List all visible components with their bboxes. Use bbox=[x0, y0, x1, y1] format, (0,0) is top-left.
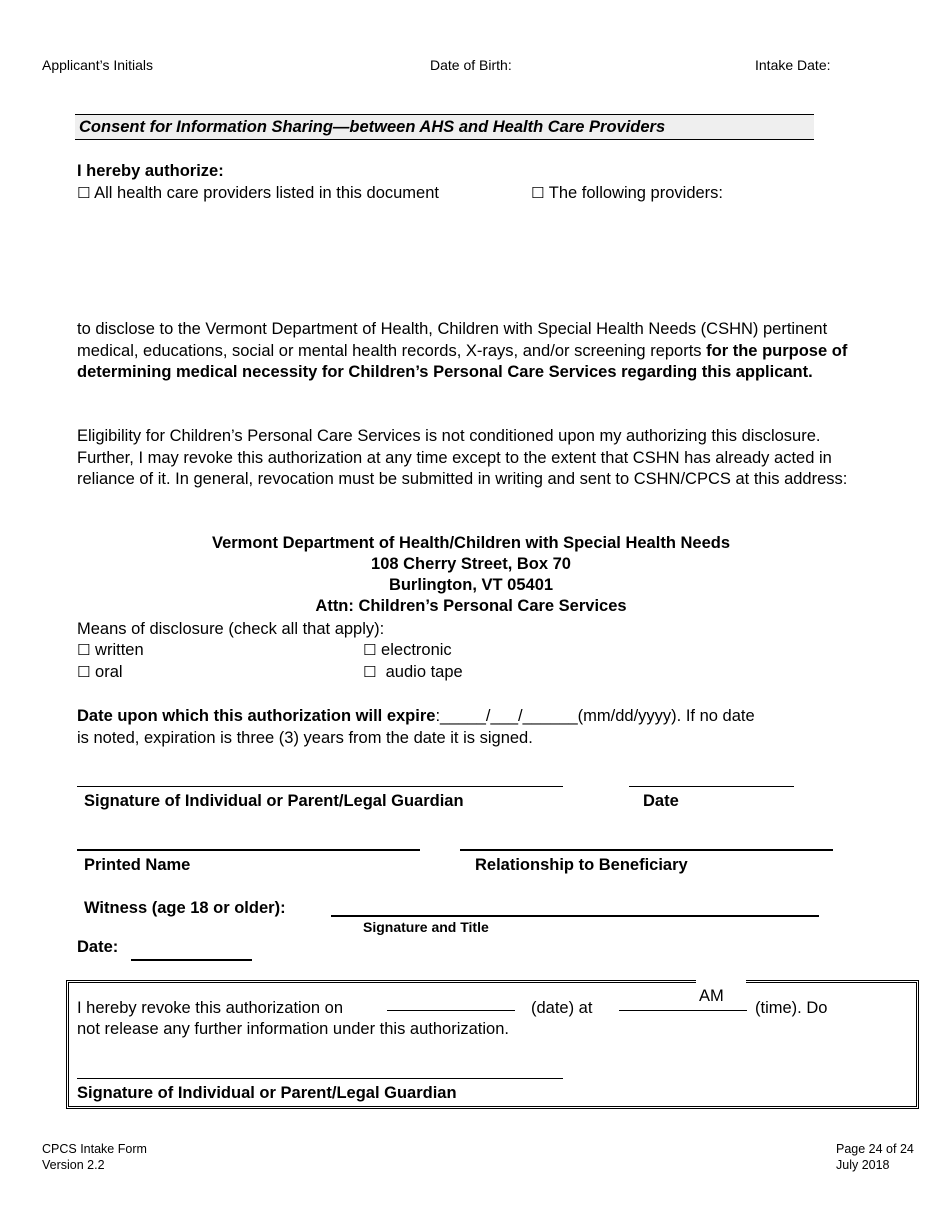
footer-form-name: CPCS Intake Form bbox=[42, 1142, 147, 1156]
revoke-date-word: (date) at bbox=[531, 999, 593, 1017]
footer-page-number: Page 24 of 24 bbox=[836, 1142, 914, 1156]
checkbox-icon[interactable]: ☐ bbox=[363, 663, 377, 681]
relationship-line[interactable] bbox=[460, 849, 833, 851]
checkbox-icon[interactable]: ☐ bbox=[363, 641, 377, 659]
printed-name-label: Printed Name bbox=[84, 856, 191, 874]
expire-line-1[interactable] bbox=[77, 706, 755, 728]
means-audio-tape-label: audio tape bbox=[381, 663, 463, 681]
means-audio-tape[interactable] bbox=[363, 662, 463, 684]
expire-label: Date upon which this authorization will expire bbox=[77, 707, 436, 725]
means-label: Means of disclosure (check all that apply): bbox=[77, 620, 385, 638]
expire-date-field[interactable]: :_____/___/______(mm/dd/yyyy). If no date bbox=[435, 707, 755, 725]
disclose-text: to disclose to the Vermont Department of Health, Children with Special Health Needs (CSHN) pertinent medical, educations, social or mental health records, X-rays, and/or screening reports bbox=[77, 320, 828, 360]
printed-name-line[interactable] bbox=[77, 849, 420, 851]
checkbox-icon[interactable]: ☐ bbox=[531, 184, 545, 202]
option-following-providers[interactable] bbox=[531, 183, 723, 205]
address-line-2: 108 Cherry Street, Box 70 bbox=[371, 555, 571, 573]
header-date-of-birth: Date of Birth: bbox=[430, 57, 512, 73]
signature-line[interactable] bbox=[77, 786, 563, 787]
checkbox-icon[interactable]: ☐ bbox=[77, 663, 91, 681]
revoke-box-gap bbox=[696, 976, 746, 984]
disclose-purpose: for the purpose of determining medical necessity for Children’s Personal Care Services regarding this applicant. bbox=[77, 341, 848, 381]
witness-date-line[interactable] bbox=[131, 959, 252, 961]
witness-date-label: Date: bbox=[77, 938, 119, 956]
header-applicant-initials: Applicant’s Initials bbox=[42, 57, 154, 73]
option-all-providers[interactable] bbox=[77, 183, 439, 205]
revoke-time-line[interactable] bbox=[619, 1010, 747, 1011]
authorize-heading: I hereby authorize: bbox=[77, 162, 224, 180]
relationship-label: Relationship to Beneficiary bbox=[475, 856, 688, 874]
means-written[interactable] bbox=[77, 640, 144, 662]
section-title-bar bbox=[75, 114, 814, 140]
address-line-1: Vermont Department of Health/Children with Special Health Needs bbox=[211, 534, 731, 552]
option-following-providers-label: The following providers: bbox=[548, 184, 723, 202]
checkbox-icon[interactable]: ☐ bbox=[77, 184, 91, 202]
means-written-label: written bbox=[95, 641, 144, 659]
revoke-am: AM bbox=[699, 987, 724, 1005]
revoke-time-word: (time). Do bbox=[755, 999, 828, 1017]
signature-date-line[interactable] bbox=[629, 786, 794, 787]
option-all-providers-label: All health care providers listed in this document bbox=[94, 184, 439, 202]
revoke-text-line-2: not release any further information under this authorization. bbox=[77, 1020, 509, 1038]
revoke-signature-label: Signature of Individual or Parent/Legal Guardian bbox=[77, 1084, 457, 1102]
means-oral[interactable] bbox=[77, 662, 123, 684]
disclose-paragraph bbox=[77, 319, 877, 384]
revoke-date-line[interactable] bbox=[387, 1010, 515, 1011]
means-electronic[interactable] bbox=[363, 640, 452, 662]
witness-signature-line[interactable] bbox=[331, 915, 819, 917]
means-oral-label: oral bbox=[95, 663, 123, 681]
witness-signature-title-label: Signature and Title bbox=[363, 919, 489, 935]
footer-version: Version 2.2 bbox=[42, 1158, 105, 1172]
checkbox-icon[interactable]: ☐ bbox=[77, 641, 91, 659]
means-electronic-label: electronic bbox=[381, 641, 452, 659]
witness-label: Witness (age 18 or older): bbox=[84, 899, 286, 917]
eligibility-paragraph: Eligibility for Children’s Personal Care Services is not conditioned upon my authorizing this disclosure. Further, I may revoke this authorization at any time except to the extent that CSHN has already acted in reliance of it. In general, revocation must be submitted in writing and sent to CSHN/CPCS at this address: bbox=[77, 427, 848, 488]
signature-label: Signature of Individual or Parent/Legal Guardian bbox=[84, 792, 464, 810]
revoke-text: I hereby revoke this authorization on bbox=[77, 999, 343, 1017]
header-intake-date: Intake Date: bbox=[755, 57, 831, 73]
address-line-3: Burlington, VT 05401 bbox=[388, 576, 554, 594]
address-line-4: Attn: Children’s Personal Care Services bbox=[315, 597, 627, 615]
expire-line-2: is noted, expiration is three (3) years from the date it is signed. bbox=[77, 729, 533, 747]
revoke-signature-line[interactable] bbox=[77, 1078, 563, 1079]
footer-date: July 2018 bbox=[836, 1158, 890, 1172]
section-title: Consent for Information Sharing—between AHS and Health Care Providers bbox=[79, 118, 666, 136]
signature-date-label: Date bbox=[643, 792, 679, 810]
